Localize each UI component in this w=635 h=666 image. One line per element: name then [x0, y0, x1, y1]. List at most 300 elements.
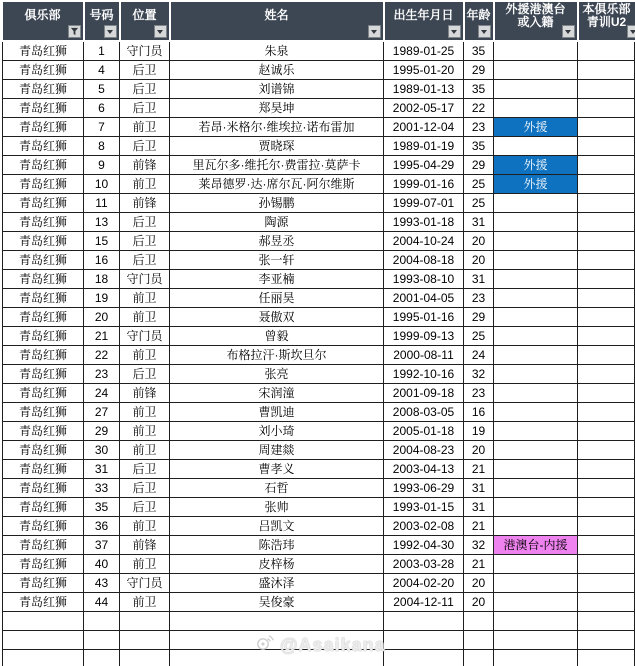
cell-position[interactable]: 前卫 — [120, 441, 170, 460]
cell-birth[interactable]: 2000-08-11 — [384, 346, 464, 365]
cell-status[interactable] — [494, 270, 578, 289]
cell-number[interactable]: 8 — [84, 137, 120, 156]
cell-position[interactable]: 守门员 — [120, 41, 170, 61]
cell-birth[interactable]: 2004-10-24 — [384, 232, 464, 251]
cell-status[interactable] — [494, 346, 578, 365]
column-label-line: 年龄 — [466, 8, 491, 22]
cell-name[interactable]: 李亚楠 — [170, 270, 384, 289]
cell-age[interactable]: 32 — [464, 365, 494, 384]
cell-number[interactable]: 7 — [84, 118, 120, 137]
cell-number[interactable]: 5 — [84, 80, 120, 99]
table-row — [3, 327, 635, 346]
empty-row — [3, 650, 635, 666]
cell-position[interactable]: 后卫 — [120, 99, 170, 118]
cell-birth[interactable]: 2002-05-17 — [384, 99, 464, 118]
cell-name[interactable]: 里瓦尔多·维托尔·费雷拉·莫萨卡 — [170, 156, 384, 175]
cell-position[interactable]: 前卫 — [120, 289, 170, 308]
cell-status[interactable] — [494, 232, 578, 251]
cell-number[interactable]: 43 — [84, 574, 120, 593]
cell-club[interactable]: 青岛红狮 — [3, 555, 84, 574]
cell-position[interactable]: 守门员 — [120, 327, 170, 346]
cell-name[interactable]: 陶源 — [170, 213, 384, 232]
cell-birth[interactable]: 2004-02-20 — [384, 574, 464, 593]
cell-position[interactable]: 前锋 — [120, 384, 170, 403]
cell-youth[interactable] — [578, 422, 635, 441]
cell-birth[interactable]: 2004-08-23 — [384, 441, 464, 460]
table-row — [3, 232, 635, 251]
table-row — [3, 574, 635, 593]
empty-cell[interactable] — [3, 612, 84, 631]
cell-position[interactable]: 后卫 — [120, 479, 170, 498]
cell-birth[interactable]: 1993-08-10 — [384, 270, 464, 289]
cell-youth[interactable] — [578, 80, 635, 99]
cell-youth[interactable] — [578, 99, 635, 118]
cell-youth[interactable] — [578, 61, 635, 80]
cell-age[interactable]: 31 — [464, 498, 494, 517]
cell-youth[interactable] — [578, 593, 635, 612]
cell-club[interactable]: 青岛红狮 — [3, 194, 84, 213]
cell-club[interactable]: 青岛红狮 — [3, 498, 84, 517]
cell-number[interactable]: 35 — [84, 498, 120, 517]
cell-position[interactable]: 前锋 — [120, 156, 170, 175]
cell-status[interactable] — [494, 574, 578, 593]
cell-status[interactable] — [494, 99, 578, 118]
cell-age[interactable]: 20 — [464, 574, 494, 593]
column-label-line: 姓名 — [264, 8, 289, 22]
cell-position[interactable]: 前卫 — [120, 118, 170, 137]
cell-position[interactable]: 守门员 — [120, 270, 170, 289]
cell-position[interactable]: 前卫 — [120, 593, 170, 612]
dropdown-arrow-icon — [157, 30, 163, 34]
cell-number[interactable]: 37 — [84, 536, 120, 555]
cell-status[interactable] — [494, 61, 578, 80]
table-row — [3, 251, 635, 270]
empty-cell[interactable] — [494, 650, 578, 666]
cell-status[interactable] — [494, 479, 578, 498]
cell-number[interactable]: 15 — [84, 232, 120, 251]
empty-row — [3, 631, 635, 650]
cell-name[interactable]: 石哲 — [170, 479, 384, 498]
empty-cell[interactable] — [384, 650, 464, 666]
cell-number[interactable]: 13 — [84, 213, 120, 232]
cell-status[interactable] — [494, 327, 578, 346]
column-label-line: 俱乐部 — [24, 8, 61, 22]
cell-age[interactable]: 25 — [464, 175, 494, 194]
cell-age[interactable]: 20 — [464, 251, 494, 270]
cell-club[interactable]: 青岛红狮 — [3, 441, 84, 460]
cell-number[interactable]: 22 — [84, 346, 120, 365]
cell-position[interactable]: 前卫 — [120, 175, 170, 194]
cell-birth[interactable]: 2004-12-11 — [384, 593, 464, 612]
filter-dropdown-button[interactable] — [368, 25, 381, 38]
empty-cell[interactable] — [464, 650, 494, 666]
empty-cell[interactable] — [120, 612, 170, 631]
cell-birth[interactable]: 1999-09-13 — [384, 327, 464, 346]
cell-number[interactable]: 33 — [84, 479, 120, 498]
empty-cell[interactable] — [170, 650, 384, 666]
cell-position[interactable]: 前卫 — [120, 555, 170, 574]
cell-youth[interactable] — [578, 346, 635, 365]
cell-club[interactable]: 青岛红狮 — [3, 213, 84, 232]
filter-dropdown-button[interactable] — [627, 25, 635, 38]
cell-name[interactable]: 宋润潼 — [170, 384, 384, 403]
empty-cell[interactable] — [494, 612, 578, 631]
cell-age[interactable]: 32 — [464, 536, 494, 555]
cell-number[interactable]: 36 — [84, 517, 120, 536]
cell-name[interactable]: 刘谱锦 — [170, 80, 384, 99]
cell-birth[interactable]: 1989-01-25 — [384, 41, 464, 61]
empty-cell[interactable] — [84, 631, 120, 650]
cell-club[interactable]: 青岛红狮 — [3, 99, 84, 118]
cell-birth[interactable]: 1995-01-16 — [384, 308, 464, 327]
cell-youth[interactable] — [578, 555, 635, 574]
filter-dropdown-button[interactable] — [478, 25, 491, 38]
cell-age[interactable]: 23 — [464, 118, 494, 137]
empty-cell[interactable] — [170, 631, 384, 650]
filter-dropdown-button[interactable] — [448, 25, 461, 38]
cell-status[interactable]: 外援 — [494, 118, 578, 137]
cell-birth[interactable]: 1989-01-19 — [384, 137, 464, 156]
cell-status[interactable] — [494, 137, 578, 156]
cell-number[interactable]: 31 — [84, 460, 120, 479]
cell-status[interactable] — [494, 80, 578, 99]
empty-cell[interactable] — [120, 631, 170, 650]
cell-birth[interactable]: 2005-01-18 — [384, 422, 464, 441]
cell-youth[interactable] — [578, 251, 635, 270]
cell-age[interactable]: 23 — [464, 384, 494, 403]
cell-name[interactable]: 张一轩 — [170, 251, 384, 270]
cell-birth[interactable]: 1992-10-16 — [384, 365, 464, 384]
cell-club[interactable]: 青岛红狮 — [3, 460, 84, 479]
cell-club[interactable]: 青岛红狮 — [3, 251, 84, 270]
cell-number[interactable]: 6 — [84, 99, 120, 118]
column-label-line: 号码 — [89, 8, 114, 22]
cell-name[interactable]: 贾晓琛 — [170, 137, 384, 156]
cell-birth[interactable]: 1993-01-15 — [384, 498, 464, 517]
cell-age[interactable]: 22 — [464, 99, 494, 118]
cell-age[interactable]: 31 — [464, 270, 494, 289]
cell-age[interactable]: 21 — [464, 555, 494, 574]
cell-name[interactable]: 布格拉汗·斯坎旦尔 — [170, 346, 384, 365]
table-row — [3, 175, 635, 194]
table-row — [3, 479, 635, 498]
cell-club[interactable]: 青岛红狮 — [3, 365, 84, 384]
cell-age[interactable]: 19 — [464, 422, 494, 441]
table-row — [3, 41, 635, 61]
table-row — [3, 194, 635, 213]
cell-number[interactable]: 30 — [84, 441, 120, 460]
empty-cell[interactable] — [170, 612, 384, 631]
cell-age[interactable]: 16 — [464, 403, 494, 422]
cell-age[interactable]: 21 — [464, 460, 494, 479]
table-row — [3, 403, 635, 422]
table-row — [3, 346, 635, 365]
table-row — [3, 593, 635, 612]
cell-status[interactable] — [494, 517, 578, 536]
cell-position[interactable]: 前卫 — [120, 308, 170, 327]
cell-status[interactable] — [494, 593, 578, 612]
cell-birth[interactable]: 2004-08-18 — [384, 251, 464, 270]
cell-position[interactable]: 后卫 — [120, 460, 170, 479]
cell-youth[interactable] — [578, 403, 635, 422]
cell-youth[interactable] — [578, 194, 635, 213]
cell-birth[interactable]: 1993-06-29 — [384, 479, 464, 498]
cell-age[interactable]: 29 — [464, 61, 494, 80]
cell-position[interactable]: 后卫 — [120, 498, 170, 517]
cell-birth[interactable]: 1995-04-29 — [384, 156, 464, 175]
cell-name[interactable]: 皮梓杨 — [170, 555, 384, 574]
cell-club[interactable]: 青岛红狮 — [3, 517, 84, 536]
cell-status[interactable] — [494, 441, 578, 460]
cell-name[interactable]: 郝昱丞 — [170, 232, 384, 251]
cell-club[interactable]: 青岛红狮 — [3, 175, 84, 194]
cell-club[interactable]: 青岛红狮 — [3, 536, 84, 555]
cell-number[interactable]: 40 — [84, 555, 120, 574]
cell-number[interactable]: 1 — [84, 41, 120, 61]
cell-birth[interactable]: 2003-04-13 — [384, 460, 464, 479]
cell-position[interactable]: 后卫 — [120, 80, 170, 99]
table-row — [3, 156, 635, 175]
table-row — [3, 422, 635, 441]
cell-club[interactable]: 青岛红狮 — [3, 270, 84, 289]
cell-age[interactable]: 29 — [464, 308, 494, 327]
filter-dropdown-button[interactable] — [562, 25, 575, 38]
cell-status[interactable] — [494, 194, 578, 213]
cell-club[interactable]: 青岛红狮 — [3, 346, 84, 365]
cell-name[interactable]: 盛沐泽 — [170, 574, 384, 593]
cell-status[interactable] — [494, 498, 578, 517]
empty-cell[interactable] — [464, 631, 494, 650]
cell-name[interactable]: 聂傲双 — [170, 308, 384, 327]
cell-club[interactable]: 青岛红狮 — [3, 137, 84, 156]
cell-number[interactable]: 20 — [84, 308, 120, 327]
empty-cell[interactable] — [464, 612, 494, 631]
cell-age[interactable]: 20 — [464, 593, 494, 612]
cell-club[interactable]: 青岛红狮 — [3, 327, 84, 346]
cell-name[interactable]: 刘小琦 — [170, 422, 384, 441]
cell-name[interactable]: 周建燚 — [170, 441, 384, 460]
column-label-line: 本俱乐部 — [582, 2, 631, 16]
cell-youth[interactable] — [578, 175, 635, 194]
cell-birth[interactable]: 2003-03-28 — [384, 555, 464, 574]
empty-cell[interactable] — [120, 650, 170, 666]
cell-club[interactable]: 青岛红狮 — [3, 574, 84, 593]
cell-club[interactable]: 青岛红狮 — [3, 308, 84, 327]
empty-cell[interactable] — [3, 631, 84, 650]
cell-name[interactable]: 莱昂德罗·达·席尔瓦·阿尔维斯 — [170, 175, 384, 194]
cell-youth[interactable] — [578, 289, 635, 308]
cell-birth[interactable]: 2001-12-04 — [384, 118, 464, 137]
empty-cell[interactable] — [494, 631, 578, 650]
cell-status[interactable] — [494, 460, 578, 479]
cell-number[interactable]: 29 — [84, 422, 120, 441]
cell-birth[interactable]: 2008-03-05 — [384, 403, 464, 422]
dropdown-arrow-icon — [481, 30, 487, 34]
cell-number[interactable]: 44 — [84, 593, 120, 612]
cell-name[interactable]: 吴俊豪 — [170, 593, 384, 612]
cell-status[interactable] — [494, 213, 578, 232]
cell-position[interactable]: 前卫 — [120, 346, 170, 365]
empty-cell[interactable] — [578, 612, 635, 631]
cell-status[interactable] — [494, 365, 578, 384]
table-row — [3, 441, 635, 460]
cell-club[interactable]: 青岛红狮 — [3, 384, 84, 403]
cell-birth[interactable]: 1992-04-30 — [384, 536, 464, 555]
filter-dropdown-button[interactable] — [104, 25, 117, 38]
cell-status[interactable] — [494, 251, 578, 270]
cell-youth[interactable] — [578, 118, 635, 137]
cell-name[interactable]: 吕凯文 — [170, 517, 384, 536]
cell-club[interactable]: 青岛红狮 — [3, 118, 84, 137]
cell-club[interactable]: 青岛红狮 — [3, 403, 84, 422]
cell-age[interactable]: 35 — [464, 80, 494, 99]
cell-birth[interactable]: 1993-01-18 — [384, 213, 464, 232]
cell-name[interactable]: 郑昊坤 — [170, 99, 384, 118]
cell-position[interactable]: 前卫 — [120, 403, 170, 422]
cell-youth[interactable] — [578, 41, 635, 61]
empty-cell[interactable] — [384, 631, 464, 650]
table-row — [3, 80, 635, 99]
cell-number[interactable]: 24 — [84, 384, 120, 403]
cell-position[interactable]: 守门员 — [120, 574, 170, 593]
cell-name[interactable]: 若昂·米格尔·维埃拉·诺布雷加 — [170, 118, 384, 137]
cell-youth[interactable] — [578, 137, 635, 156]
cell-name[interactable]: 赵诚乐 — [170, 61, 384, 80]
cell-status[interactable]: 外援 — [494, 156, 578, 175]
cell-birth[interactable]: 1995-01-20 — [384, 61, 464, 80]
cell-age[interactable]: 23 — [464, 289, 494, 308]
cell-club[interactable]: 青岛红狮 — [3, 289, 84, 308]
header-row — [3, 2, 635, 41]
cell-position[interactable]: 后卫 — [120, 213, 170, 232]
cell-number[interactable]: 11 — [84, 194, 120, 213]
cell-age[interactable]: 21 — [464, 517, 494, 536]
empty-cell[interactable] — [84, 650, 120, 666]
cell-birth[interactable]: 1989-01-13 — [384, 80, 464, 99]
cell-status[interactable] — [494, 422, 578, 441]
cell-number[interactable]: 4 — [84, 61, 120, 80]
cell-number[interactable]: 19 — [84, 289, 120, 308]
empty-cell[interactable] — [84, 612, 120, 631]
cell-youth[interactable] — [578, 213, 635, 232]
cell-status[interactable] — [494, 308, 578, 327]
cell-youth[interactable] — [578, 441, 635, 460]
cell-age[interactable]: 20 — [464, 232, 494, 251]
cell-youth[interactable] — [578, 479, 635, 498]
cell-age[interactable]: 31 — [464, 213, 494, 232]
cell-birth[interactable]: 1999-01-16 — [384, 175, 464, 194]
cell-youth[interactable] — [578, 536, 635, 555]
cell-youth[interactable] — [578, 308, 635, 327]
empty-cell[interactable] — [384, 612, 464, 631]
empty-cell[interactable] — [578, 650, 635, 666]
cell-name[interactable]: 张帅 — [170, 498, 384, 517]
cell-club[interactable]: 青岛红狮 — [3, 80, 84, 99]
cell-status[interactable]: 外援 — [494, 175, 578, 194]
cell-birth[interactable]: 1999-07-01 — [384, 194, 464, 213]
cell-name[interactable]: 任丽昊 — [170, 289, 384, 308]
cell-youth[interactable] — [578, 156, 635, 175]
cell-name[interactable]: 曾毅 — [170, 327, 384, 346]
cell-youth[interactable] — [578, 270, 635, 289]
cell-number[interactable]: 16 — [84, 251, 120, 270]
cell-number[interactable]: 23 — [84, 365, 120, 384]
cell-age[interactable]: 29 — [464, 156, 494, 175]
cell-position[interactable]: 前锋 — [120, 194, 170, 213]
cell-position[interactable]: 后卫 — [120, 232, 170, 251]
cell-club[interactable]: 青岛红狮 — [3, 41, 84, 61]
cell-youth[interactable] — [578, 384, 635, 403]
cell-name[interactable]: 张亮 — [170, 365, 384, 384]
cell-club[interactable]: 青岛红狮 — [3, 422, 84, 441]
cell-name[interactable]: 朱泉 — [170, 41, 384, 61]
cell-birth[interactable]: 2001-09-18 — [384, 384, 464, 403]
table-row — [3, 137, 635, 156]
cell-youth[interactable] — [578, 327, 635, 346]
cell-number[interactable]: 18 — [84, 270, 120, 289]
cell-position[interactable]: 前卫 — [120, 517, 170, 536]
cell-number[interactable]: 27 — [84, 403, 120, 422]
cell-position[interactable]: 后卫 — [120, 137, 170, 156]
cell-club[interactable]: 青岛红狮 — [3, 232, 84, 251]
cell-name[interactable]: 曹凯迪 — [170, 403, 384, 422]
cell-age[interactable]: 20 — [464, 441, 494, 460]
cell-status[interactable] — [494, 403, 578, 422]
filter-dropdown-button[interactable] — [154, 25, 167, 38]
cell-club[interactable]: 青岛红狮 — [3, 479, 84, 498]
cell-position[interactable]: 前锋 — [120, 536, 170, 555]
empty-cell[interactable] — [578, 631, 635, 650]
cell-status[interactable]: 港澳台-内援 — [494, 536, 578, 555]
cell-status[interactable] — [494, 41, 578, 61]
cell-name[interactable]: 陈浩玮 — [170, 536, 384, 555]
cell-position[interactable]: 后卫 — [120, 365, 170, 384]
cell-youth[interactable] — [578, 498, 635, 517]
cell-birth[interactable]: 2001-04-05 — [384, 289, 464, 308]
cell-age[interactable]: 35 — [464, 137, 494, 156]
cell-age[interactable]: 24 — [464, 346, 494, 365]
cell-name[interactable]: 曹孝义 — [170, 460, 384, 479]
cell-club[interactable]: 青岛红狮 — [3, 61, 84, 80]
cell-club[interactable]: 青岛红狮 — [3, 156, 84, 175]
column-header-club — [3, 2, 84, 41]
cell-age[interactable]: 31 — [464, 479, 494, 498]
column-header-birth — [384, 2, 464, 41]
cell-status[interactable] — [494, 384, 578, 403]
cell-youth[interactable] — [578, 574, 635, 593]
cell-number[interactable]: 9 — [84, 156, 120, 175]
cell-status[interactable] — [494, 555, 578, 574]
cell-position[interactable]: 前卫 — [120, 422, 170, 441]
cell-birth[interactable]: 2003-02-08 — [384, 517, 464, 536]
cell-number[interactable]: 10 — [84, 175, 120, 194]
cell-age[interactable]: 25 — [464, 194, 494, 213]
cell-club[interactable]: 青岛红狮 — [3, 593, 84, 612]
cell-youth[interactable] — [578, 460, 635, 479]
filter-funnel-button[interactable] — [68, 25, 81, 38]
cell-youth[interactable] — [578, 232, 635, 251]
cell-position[interactable]: 后卫 — [120, 251, 170, 270]
cell-age[interactable]: 35 — [464, 41, 494, 61]
cell-number[interactable]: 21 — [84, 327, 120, 346]
empty-cell[interactable] — [3, 650, 84, 666]
cell-position[interactable]: 后卫 — [120, 61, 170, 80]
cell-age[interactable]: 25 — [464, 327, 494, 346]
cell-youth[interactable] — [578, 517, 635, 536]
cell-name[interactable]: 孙锡鹏 — [170, 194, 384, 213]
cell-status[interactable] — [494, 289, 578, 308]
cell-youth[interactable] — [578, 365, 635, 384]
